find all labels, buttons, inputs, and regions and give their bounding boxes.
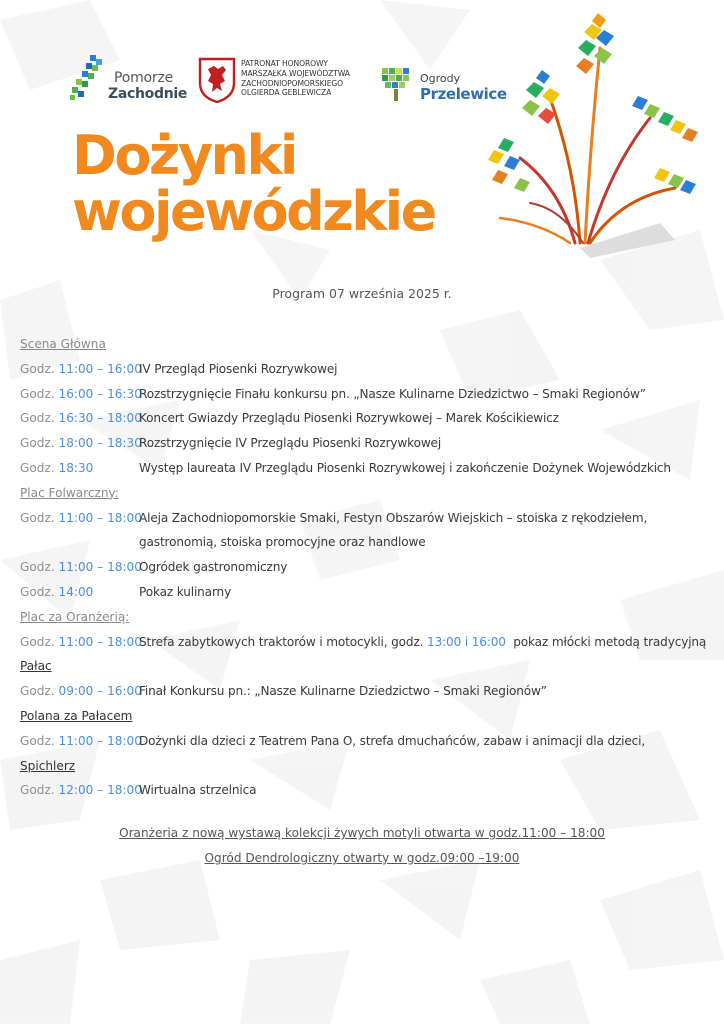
schedule-row <box>20 382 710 407</box>
time-cell: Godz. 16:30 – 18:00 <box>20 411 142 426</box>
footer-note: Oranżeria z nową wystawą kolekcji żywych motyli otwarta w godz.11:00 – 18:00 <box>119 826 605 840</box>
schedule-row <box>20 580 710 605</box>
patronat-line: MARSZAŁKA WOJEWÓDZTWA <box>241 68 350 78</box>
time-cell: Godz. 18:00 – 18:30 <box>20 436 142 451</box>
time-cell: Godz. 09:00 – 16:00 <box>20 684 142 699</box>
coat-of-arms-icon <box>198 57 236 103</box>
event-description: Wirtualna strzelnica <box>139 783 257 798</box>
pixel-mark-icon <box>70 55 106 103</box>
logo-text-line2: Przelewice <box>420 85 507 103</box>
schedule-row <box>20 506 710 531</box>
logo-text-line2: Zachodnie <box>108 86 188 102</box>
schedule-row <box>20 729 710 754</box>
time-cell: Godz. 11:00 – 16:00 <box>20 361 142 376</box>
time-cell: Godz. 11:00 – 18:00 <box>20 634 142 649</box>
event-description: Dożynki dla dzieci z Teatrem Pana O, strefa dmuchańców, zabaw i animacji dla dzieci, <box>139 733 646 748</box>
schedule-row <box>20 456 710 481</box>
section-title: Plac za Oranżerią: <box>20 609 130 624</box>
event-description: Występ laureata IV Przeglądu Piosenki Rozrywkowej i zakończenie Dożynek Wojewódzkich <box>139 460 671 475</box>
event-description: IV Przegląd Piosenki Rozrywkowej <box>139 361 338 376</box>
title-line1: Dożynki <box>72 124 296 187</box>
schedule-row <box>20 406 710 431</box>
patronat-honorowy-logo <box>198 55 368 107</box>
event-description: Aleja Zachodniopomorskie Smaki, Festyn Obszarów Wiejskich – stoiska z rękodziełem, <box>139 510 648 525</box>
wheat-bouquet-icon <box>480 8 710 263</box>
time-cell: Godz. 11:00 – 18:00 <box>20 560 142 575</box>
time-cell: Godz. 16:00 – 16:30 <box>20 386 142 401</box>
time-cell: Godz. 18:30 <box>20 460 94 475</box>
section-title: Polana za Pałacem <box>20 708 133 723</box>
patronat-line: ZACHODNIOPOMORSKIEGO <box>241 78 344 88</box>
logo-text-line1: Pomorze <box>114 70 174 86</box>
schedule-row <box>20 431 710 456</box>
event-description-continued: gastronomią, stoiska promocyjne oraz handlowe <box>139 535 426 550</box>
section-title: Spichlerz <box>20 758 76 773</box>
logo-text-line1: Ogrody <box>420 72 461 85</box>
pomorze-zachodnie-logo <box>70 55 190 105</box>
program-title: Program 07 września 2025 r. <box>272 286 452 301</box>
schedule-row <box>20 630 710 655</box>
section-title: Scena Główna <box>20 337 106 351</box>
event-description: Rozstrzygnięcie Finału konkursu pn. „Nasze Kulinarne Dziedzictwo – Smaki Regionów” <box>139 386 646 401</box>
time-cell: Godz. 12:00 – 18:00 <box>20 783 142 798</box>
event-description: Ogródek gastronomiczny <box>139 560 288 575</box>
schedule-row <box>20 555 710 580</box>
patronat-line: PATRONAT HONOROWY <box>241 59 328 68</box>
schedule <box>20 332 710 803</box>
schedule-row <box>20 679 710 704</box>
schedule-row-continuation <box>20 530 710 555</box>
event-description: Finał Konkursu pn.: „Nasze Kulinarne Dziedzictwo – Smaki Regionów” <box>139 684 547 699</box>
event-title <box>72 124 435 243</box>
event-description: Pokaz kulinarny <box>139 584 232 599</box>
time-cell: Godz. 14:00 <box>20 584 94 599</box>
time-cell: Godz. 11:00 – 18:00 <box>20 510 142 525</box>
footer-note: Ogród Dendrologiczny otwarty w godz.09:00 –19:00 <box>204 851 520 865</box>
section-title: Pałac <box>20 659 52 674</box>
event-description: Koncert Gwiazdy Przeglądu Piosenki Rozrywkowej – Marek Kościkiewicz <box>139 411 559 426</box>
schedule-row <box>20 357 710 382</box>
event-description: Rozstrzygnięcie IV Przeglądu Piosenki Rozrywkowej <box>139 436 442 451</box>
time-cell: Godz. 11:00 – 18:00 <box>20 733 142 748</box>
tree-mosaic-icon <box>380 66 414 102</box>
patronat-line: OLGIERDA GEBLEWICZA <box>241 88 332 98</box>
section-title: Plac Folwarczny: <box>20 485 119 500</box>
event-description: Strefa zabytkowych traktorów i motocykli, godz. 13:00 i 16:00 pokaz młócki metodą tradycyjną <box>139 634 707 649</box>
schedule-row <box>20 778 710 803</box>
title-line2: wojewódzkie <box>72 180 435 243</box>
